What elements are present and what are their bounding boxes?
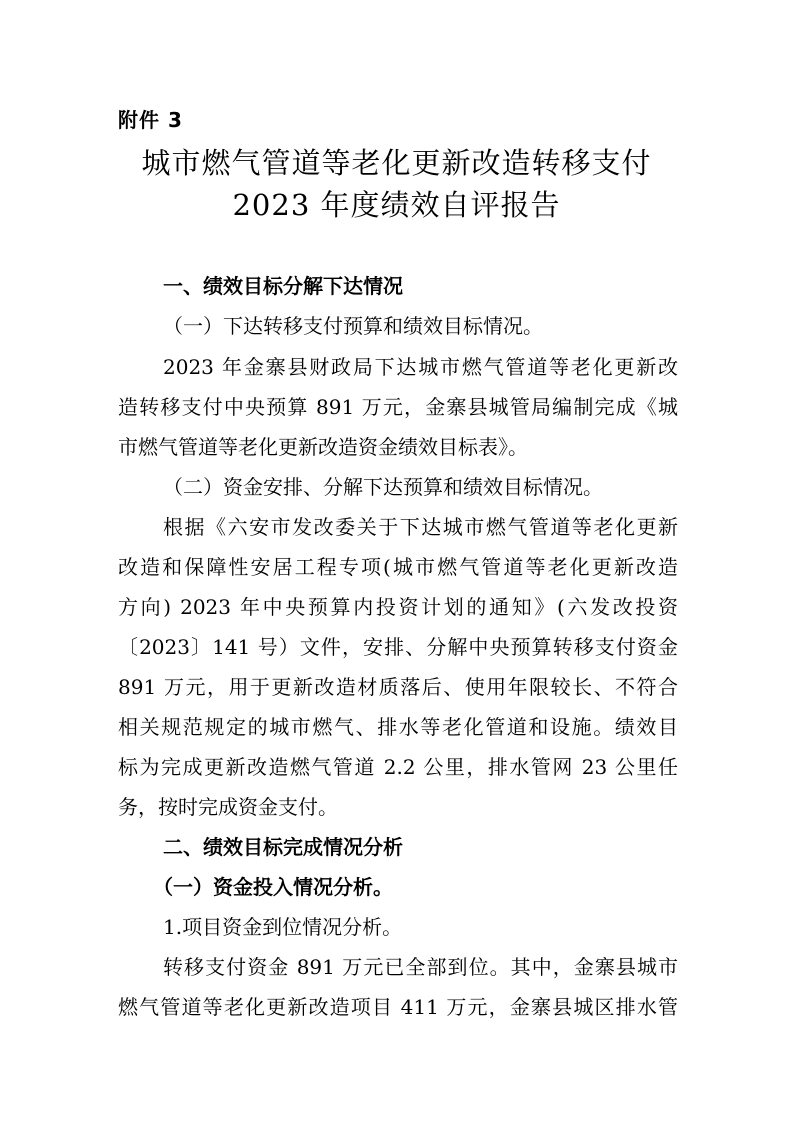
subsection-heading-1: （一）下达转移支付预算和绩效目标情况。 [163,314,543,338]
paragraph-line: 标为完成更新改造燃气管道 2.2 公里，排水管网 23 公里任 [118,755,678,779]
paragraph-line: 改造和保障性安居工程专项(城市燃气管道等老化更新改造 [118,555,678,579]
subsection-heading-2: （二）资金安排、分解下达预算和绩效目标情况。 [163,475,603,499]
attachment-label: 附件 3 [118,108,183,132]
section-heading-2: 二、绩效目标完成情况分析 [163,835,403,859]
subsection-heading-3: （一）资金投入情况分析。 [153,875,393,899]
paragraph-line: 方向) 2023 年中央预算内投资计划的通知》(六发改投资 [118,595,678,619]
report-title-line-1: 城市燃气管道等老化更新改造转移支付 [141,146,652,180]
report-title-line-2: 2023 年度绩效自评报告 [232,188,561,222]
subsection-heading-4: 1.项目资金到位情况分析。 [163,915,403,939]
paragraph-line: 891 万元，用于更新改造材质落后、使用年限较长、不符合 [118,675,678,699]
paragraph-line: 转移支付资金 891 万元已全部到位。其中，金寨县城市 [163,955,678,979]
paragraph-line: 〔2023〕141 号）文件，安排、分解中央预算转移支付资金 [118,635,678,659]
paragraph-line: 务，按时完成资金支付。 [118,795,338,819]
paragraph-line: 2023 年金寨县财政局下达城市燃气管道等老化更新改 [163,355,678,379]
paragraph-line: 造转移支付中央预算 891 万元，金寨县城管局编制完成《城 [118,395,678,419]
paragraph-line: 根据《六安市发改委关于下达城市燃气管道等老化更新 [163,515,678,539]
section-heading-1: 一、绩效目标分解下达情况 [163,274,403,298]
paragraph-line: 燃气管道等老化更新改造项目 411 万元，金寨县城区排水管 [118,995,678,1019]
paragraph-line: 市燃气管道等老化更新改造资金绩效目标表》。 [118,435,528,459]
paragraph-line: 相关规范规定的城市燃气、排水等老化管道和设施。绩效目 [118,715,678,739]
